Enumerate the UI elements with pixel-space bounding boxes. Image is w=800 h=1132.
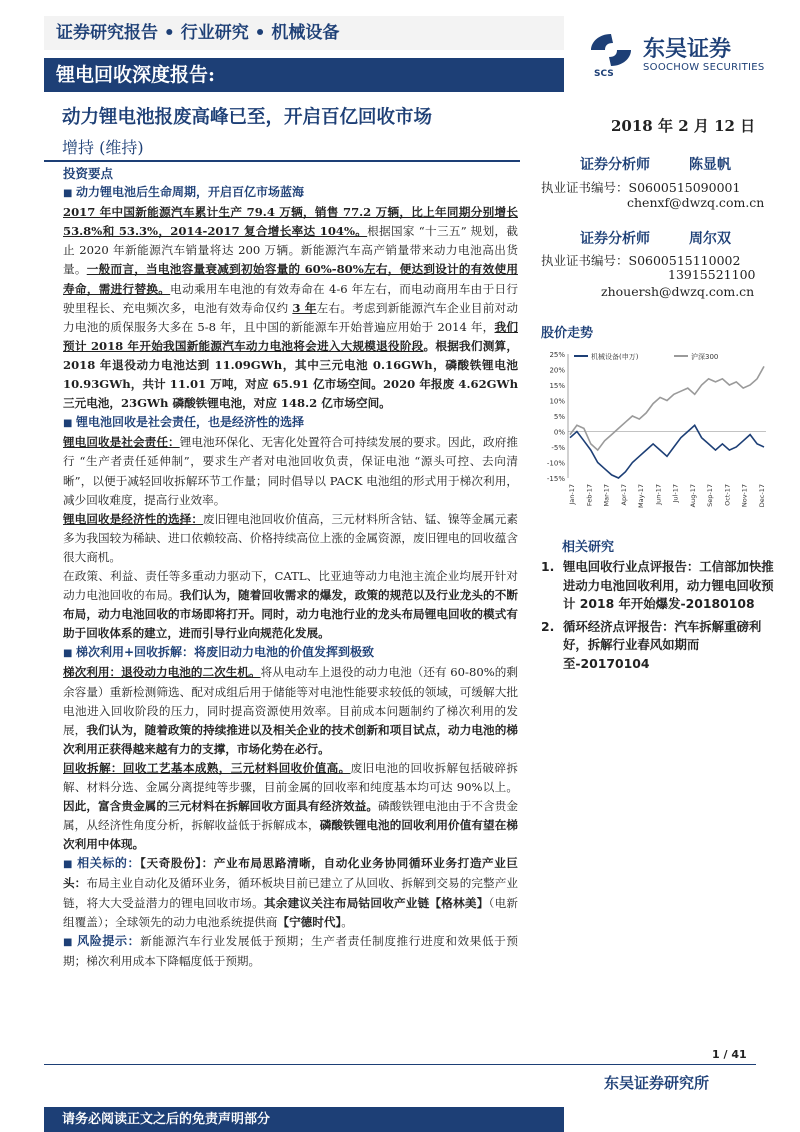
- paragraph-market: 2017 年中国新能源汽车累计生产 79.4 万辆，销售 77.2 万辆，比上年同期分别增长 53.8%和 53.3%，2014-2017 复合增长率达 104%。根据国家 “十三五” 规划，截止 2020 年新能源汽车销量将达 200 万辆。新能源汽车高产销量带来动力电池高出货量。一般而言，当电池容量衰减到初始容量的 60%-80%左右，便达到设计的有效使用寿命，需进行替换。电动乘用车电池的有效寿命在 4-6 年左右，而电动商用车由于日行驶里程长、充电频次多，电池有效寿命仅约 3 年左右。考虑到新能源汽车企业目前对动力电池的质保服务大多在 5-8 年，且中国的新能源车开始普遍应用始于 2014 年，我们预计 2018 年开始我国新能源汽车动力电池将会进入大规模退役阶段。根据我们测算， 2018 年退役动力电池达到 11.09GWh，其中三元电池 0.16GWh，磷酸铁锂电池 10.93GWh，共计 11.01 万吨，对应 65.91 亿市场空间。2020 年报废 4.62GWh 三元电池，23GWh 磷酸铁锂电池，对应 148.2 亿市场空间。: [63, 205, 519, 411]
- report-type-bar: 锂电回收深度报告:: [44, 58, 564, 92]
- svg-text:SCS: SCS: [594, 69, 614, 79]
- y-axis-ticks: [547, 351, 565, 483]
- header-categories: 证券研究报告 • 行业研究 • 机械设备: [44, 16, 564, 50]
- analyst-1-cert: 执业证书编号：S0600515090001: [541, 180, 741, 195]
- divider: [44, 160, 520, 162]
- key-points-body: [63, 164, 518, 971]
- section-heading: ■ 动力锂电池后生命周期，开启百亿市场蓝海: [63, 183, 518, 203]
- paragraph-recycle: 回收拆解：回收工艺基本成熟，三元材料回收价值高。废旧电池的回收拆解包括破碎拆解、材料分选、金属分离提纯等步骤，目前金属的回收率和纯度基本均可达 90%以上。因此，富含贵金属的三元材料在拆解回收方面具有经济效益。磷酸铁锂电池由于不含贵金属，从经济性角度分析，拆解收益低于拆解成本，磷酸铁锂电池的回收利用价值有望在梯次利用中体现。: [63, 760, 518, 852]
- section-heading: ■ 锂电池回收是社会责任，也是经济性的选择: [63, 413, 518, 433]
- y-tick-label: 10%: [549, 397, 565, 406]
- paragraph-layout: 在政策、利益、责任等多重动力驱动下，CATL、比亚迪等动力电池主流企业均展开针对动力电池回收的布局。我们认为，随着回收需求的爆发，政策的规范以及行业龙头的不断布局，动力电池回收的市场即将打开。同时，动力电池行业的龙头布局锂电回收的模式有助于回收体系的建立，进而引导行业向规范化发展。: [63, 568, 518, 641]
- related-item[interactable]: 1. 锂电回收行业点评报告：工信部加快推进动力电池回收利用，动力锂电回收预计 2018 年开始爆发-20180108: [541, 559, 774, 611]
- x-tick-label: Sep-17: [706, 484, 715, 507]
- analyst-2-email[interactable]: zhouersh@dwzq.com.cn: [601, 284, 755, 299]
- x-tick-label: May-17: [637, 484, 646, 508]
- analyst-2-cert: 执业证书编号：S0600515110002: [541, 253, 741, 268]
- related-research-list: [541, 558, 776, 677]
- paragraph-responsibility: 锂电回收是社会责任：锂电池环保化、无害化处置符合可持续发展的要求。因此，政府推行 “生产者责任延伸制”，要求生产者对电池回收负责，保证电池 “源头可控、去向清晰”，以便于减轻回收拆解环节工作量；同时倡导以 PACK 电池组的形式用于梯次利用，减少回收难度，提高行业效率。: [63, 435, 518, 507]
- rating: 增持 (维持): [62, 138, 144, 157]
- related-research-label: 相关研究: [562, 540, 615, 555]
- page-number: 1 / 41: [712, 1048, 747, 1061]
- x-tick-label: Oct-17: [723, 484, 732, 506]
- related-item[interactable]: 2. 循环经济点评报告：汽车拆解重磅利好，拆解行业春风如期而至-20170104: [541, 618, 762, 671]
- x-tick-label: Aug-17: [688, 484, 697, 508]
- x-tick-label: Jun-17: [654, 484, 663, 505]
- y-tick-label: 5%: [553, 413, 565, 421]
- analyst-2-phone: 13915521100: [668, 267, 756, 282]
- x-tick-label: Feb-17: [585, 484, 594, 507]
- chart-legend: [574, 352, 718, 361]
- y-tick-label: -5%: [551, 444, 565, 452]
- analyst-2-title: 证券分析师: [580, 231, 650, 247]
- analyst-1-email[interactable]: chenxf@dwzq.com.cn: [627, 195, 765, 210]
- y-tick-label: 25%: [549, 351, 565, 359]
- footer-divider: [44, 1064, 756, 1065]
- x-axis-ticks: [568, 484, 766, 508]
- paragraph-cascade: 梯次利用：退役动力电池的二次生机。将从电动车上退役的动力电池（还有 60-80%的剩余容量）重新检测筛选、配对成组后用于储能等对电池性能要求较低的领域，可缓解大批电池进入回收阶段的压力，同时提高资源使用效率。目前成本问题制约了梯次利用的发展，我们认为，随着政策的持续推进以及相关企业的技术创新和项目试点，动力电池的梯次利用正获得越来越有力的支撑，市场化势在必行。: [63, 665, 518, 756]
- stock-price-chart: [538, 346, 774, 518]
- stock-trend-label: 股价走势: [541, 326, 594, 341]
- series-line: [570, 425, 764, 478]
- paragraph-economy: 锂电回收是经济性的选择：废旧锂电池回收价值高，三元材料所含钴、锰、镍等金属元素多为我国较为稀缺、进口依赖较高、价格持续高位上涨的金属资源，废旧锂电的回收蕴含很大商机。: [63, 511, 518, 564]
- analyst-2-name: 周尔双: [689, 231, 731, 247]
- x-tick-label: Dec-17: [758, 484, 766, 508]
- y-tick-label: -10%: [546, 459, 565, 468]
- key-points-label: 投资要点: [63, 166, 114, 181]
- logo-text-en: SOOCHOW SECURITIES: [643, 62, 765, 73]
- x-tick-label: Jan-17: [568, 484, 576, 505]
- x-tick-label: Nov-17: [740, 484, 749, 508]
- y-tick-label: 0%: [553, 428, 565, 437]
- paragraph-targets: ■ 相关标的：【天奇股份】：产业布局思路清晰，自动化业务协同循环业务打造产业巨头：布局主业自动化及循环业务，循环板块目前已建立了从回收、拆解到交易的完整产业链，将大大受益潜力的锂电回收市场。其余建议关注布局钴回收产业链【格林美】（电新组覆盖）；全球领先的动力电池系统提供商【宁德时代】。: [63, 854, 518, 931]
- chart-grid: [568, 354, 766, 478]
- y-tick-label: 20%: [549, 366, 565, 375]
- disclaimer-bar: 请务必阅读正文之后的免责声明部分: [44, 1107, 564, 1132]
- paragraph-risk: ■ 风险提示：新能源汽车行业发展低于预期；生产者责任制度推行进度和效果低于预期；梯次利用成本下降幅度低于预期。: [63, 932, 518, 971]
- x-tick-label: Jul-17: [671, 484, 680, 503]
- footer-institute: 东吴证券研究所: [604, 1074, 710, 1092]
- legend-label: 沪深300: [691, 353, 719, 361]
- x-tick-label: Apr-17: [619, 484, 628, 506]
- company-logo: [585, 30, 785, 80]
- analyst-1-title-row: 证券分析师: [580, 157, 650, 173]
- legend-label: 机械设备(申万): [591, 353, 639, 361]
- y-tick-label: 15%: [549, 382, 565, 390]
- logo-mark-icon: [585, 30, 637, 80]
- section-heading: ■ 梯次利用+回收拆解：将废旧动力电池的价值发挥到极致: [63, 643, 518, 663]
- report-date: 2018 年 2 月 12 日: [611, 117, 756, 135]
- analyst-1-name: 陈显帆: [689, 157, 731, 173]
- logo-text-cn: 东吴证券: [643, 37, 732, 62]
- y-tick-label: -15%: [546, 475, 565, 483]
- x-tick-label: Mar-17: [602, 484, 611, 507]
- series-line: [570, 366, 764, 450]
- report-title: 动力锂电池报废高峰已至，开启百亿回收市场: [62, 107, 433, 128]
- chart-series: [570, 366, 764, 478]
